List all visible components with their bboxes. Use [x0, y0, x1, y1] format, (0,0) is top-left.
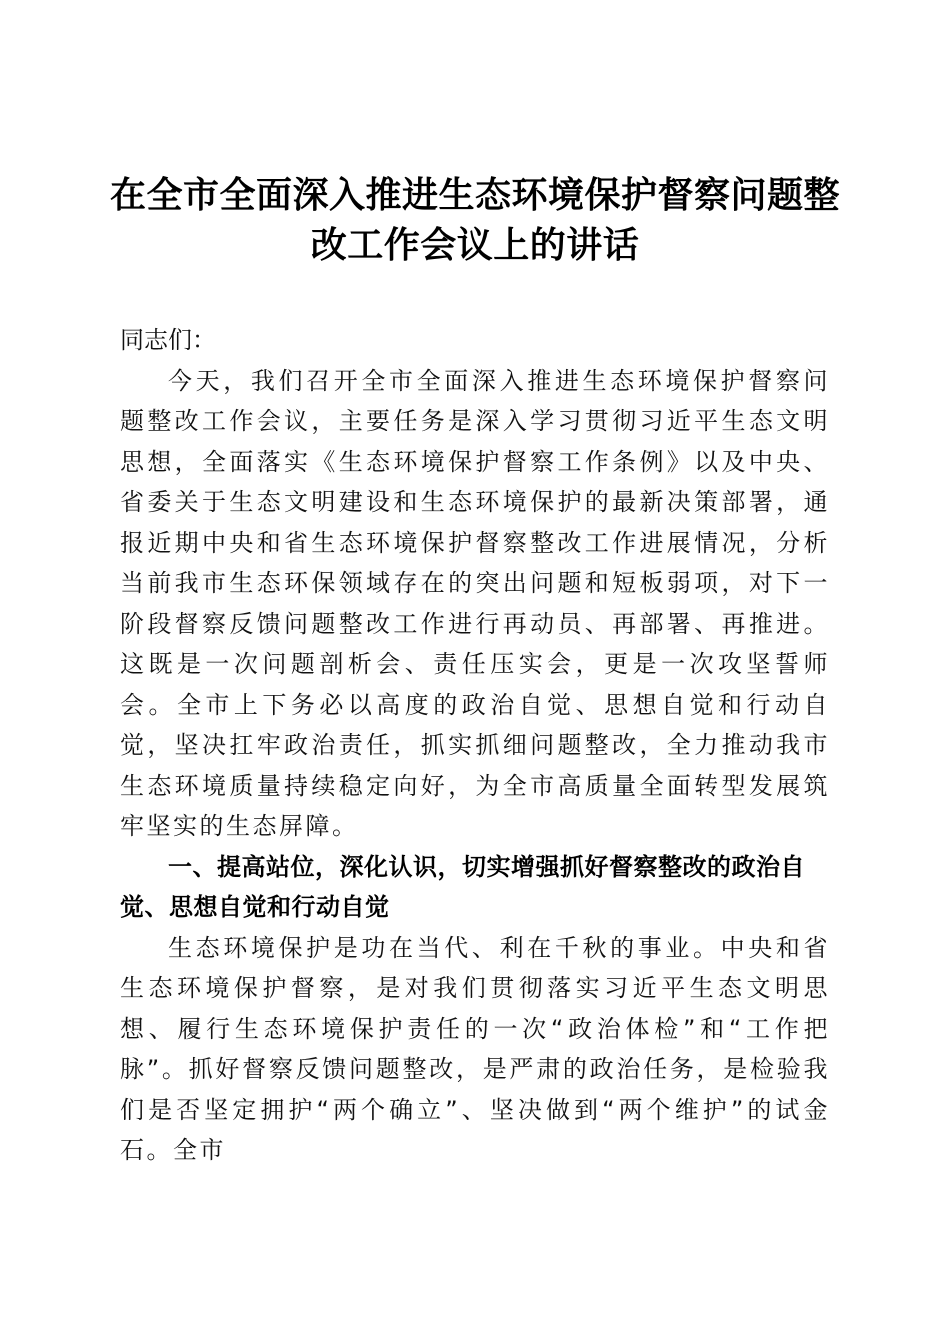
salutation: 同志们： [120, 326, 216, 354]
section-1-heading: 一、提高站位，深化认识，切实增强抓好督察整改的政治自觉、思想自觉和行动自觉 [120, 852, 805, 921]
document-title: 在全市全面深入推进生态环境保护督察问题整改工作会议上的讲话 [109, 174, 840, 266]
document-body [120, 320, 830, 1171]
section-1-paragraph: 生态环境保护是功在当代、利在千秋的事业。中央和省生态环境保护督察，是对我们贯彻落实习近平生态文明思想、履行生态环境保护责任的一次“政治体检”和“工作把脉”。抓好督察反馈问题整改，是严肃的政治任务，是检验我们是否坚定拥护“两个确立”、坚决做到“两个维护”的试金石。全市 [120, 933, 830, 1164]
intro-paragraph: 今天，我们召开全市全面深入推进生态环境保护督察问题整改工作会议，主要任务是深入学习贯彻习近平生态文明思想，全面落实《生态环境保护督察工作条例》以及中央、省委关于生态文明建设和生态环境保护的最新决策部署，通报近期中央和省生态环境保护督察整改工作进展情况，分析当前我市生态环保领域存在的突出问题和短板弱项，对下一阶段督察反馈问题整改工作进行再动员、再部署、再推进。这既是一次问题剖析会、责任压实会，更是一次攻坚誓师会。全市上下务必以高度的政治自觉、思想自觉和行动自觉，坚决扛牢政治责任，抓实抓细问题整改，全力推动我市生态环境质量持续稳定向好，为全市高质量全面转型发展筑牢坚实的生态屏障。 [120, 366, 830, 840]
